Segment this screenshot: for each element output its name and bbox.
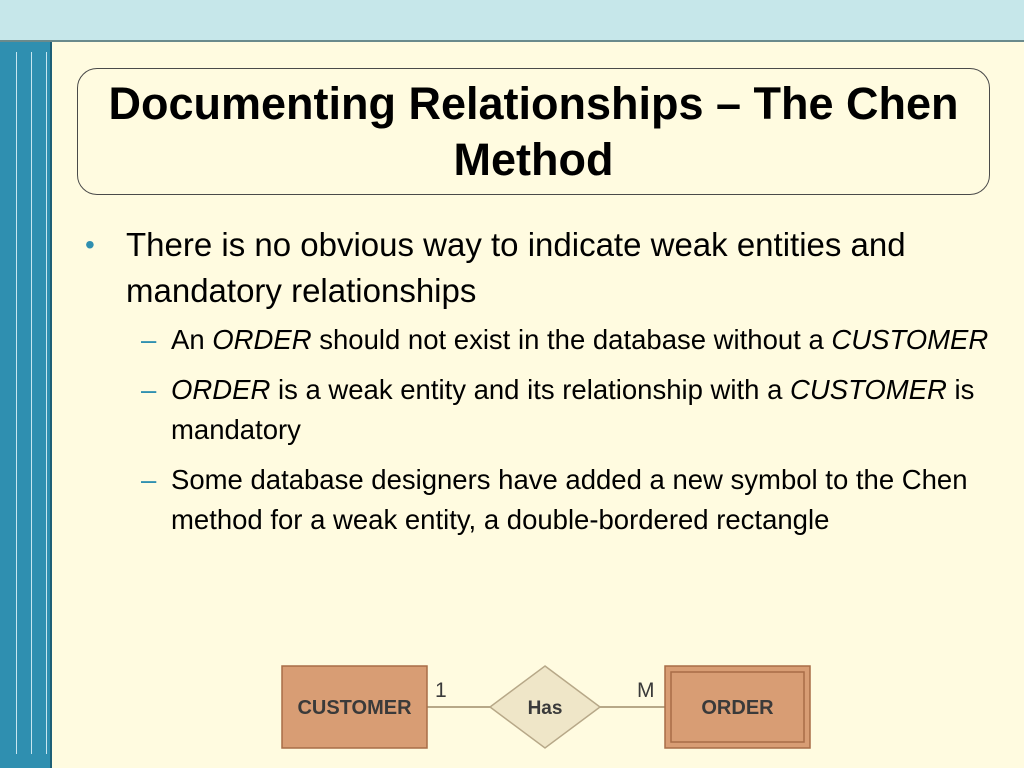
entity-customer-label: CUSTOMER bbox=[297, 697, 412, 719]
sub-bullet-item bbox=[85, 320, 990, 360]
slide-content bbox=[85, 222, 990, 540]
sub-bullet-run: is a weak entity and its relationship with a bbox=[270, 374, 791, 405]
relationship-label: Has bbox=[527, 698, 563, 719]
entity-name-text: ORDER bbox=[212, 324, 312, 355]
top-decorative-bar bbox=[0, 0, 1024, 42]
dash-icon: – bbox=[141, 374, 157, 405]
entity-name-text: CUSTOMER bbox=[790, 374, 947, 405]
cardinality-one: 1 bbox=[435, 679, 447, 702]
sub-bullet-item bbox=[85, 370, 990, 450]
entity-order-label: ORDER bbox=[701, 697, 774, 719]
sub-bullet-text bbox=[171, 324, 988, 355]
sub-bullet-run: should not exist in the database without a bbox=[311, 324, 832, 355]
title-box bbox=[77, 68, 990, 195]
sub-bullet-text bbox=[171, 374, 974, 445]
left-bar-stripe bbox=[16, 52, 17, 754]
sub-bullet-run: is mandatory bbox=[171, 374, 975, 445]
dash-icon: – bbox=[141, 324, 157, 355]
left-bar-stripe bbox=[46, 52, 47, 754]
entity-name-text: CUSTOMER bbox=[831, 324, 989, 355]
sub-bullet-text bbox=[171, 464, 968, 535]
left-decorative-bar bbox=[0, 42, 52, 768]
sub-bullet-item bbox=[85, 460, 990, 540]
dash-icon: – bbox=[141, 464, 157, 495]
sub-bullet-run: An bbox=[171, 324, 213, 355]
slide-title: Documenting Relationships – The Chen Method bbox=[108, 77, 959, 185]
entity-name-text: ORDER bbox=[171, 374, 271, 405]
er-diagram bbox=[280, 662, 820, 752]
bullet-text: There is no obvious way to indicate weak entities and mandatory relationships bbox=[126, 226, 906, 309]
bullet-dot-icon: • bbox=[85, 229, 95, 260]
left-bar-stripe bbox=[31, 52, 32, 754]
cardinality-many: M bbox=[637, 679, 655, 702]
sub-bullet-run: Some database designers have added a new symbol to the Chen method for a weak entity, a double-bordered rectangle bbox=[171, 464, 968, 535]
bullet-item bbox=[85, 222, 990, 314]
